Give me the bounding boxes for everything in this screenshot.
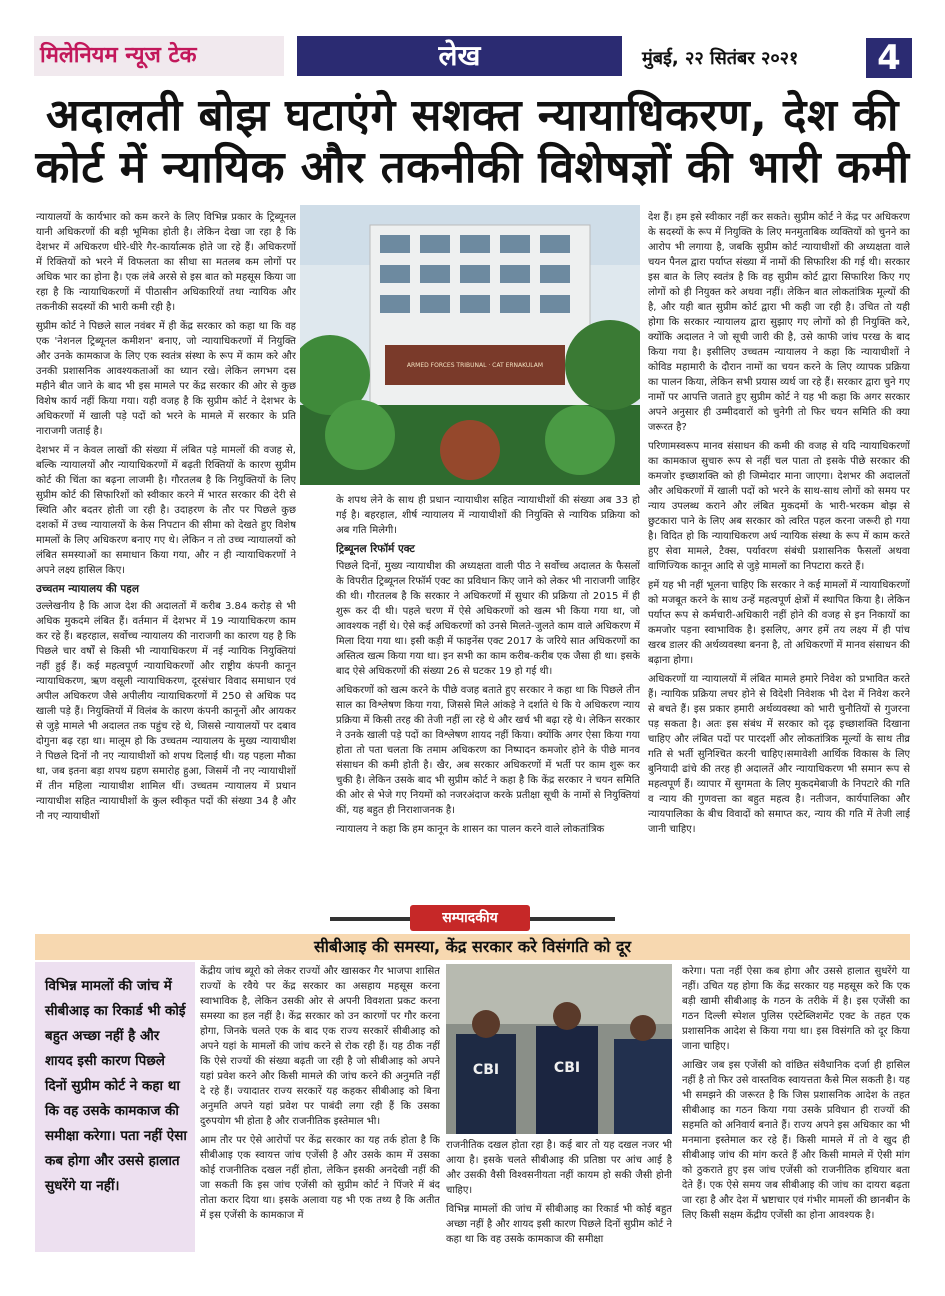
page-number: 4 (866, 38, 912, 78)
article-paragraph: पिछले दिनों, मुख्य न्यायाधीश की अध्यक्षता वाली पीठ ने सर्वोच्च अदालत के फैसलों के विपरीत ट्रिब्यूनल रिफॉर्म एक्ट का प्रविधान किए जाने को लेकर भी नाराजगी जाहिर की थी। गौरतलब है कि सरकार ने अधिकरणों में सुधार की प्रक्रिया तो 2015 में ही शुरू कर दी थी। पहले चरण में ऐसे अधिकरणों को खत्म भी किया गया था, जो आवश्यक नहीं थे। ऐसे कई अधिकरणों को उनसे मिलते-जुलते काम वाले अधिकरण में मिला दिया गया था। इसी कड़ी में फाइनेंस एक्ट 2017 के जरिये सात अधिकरणों का अस्तित्व खत्म किया गया था। इन सभी का काम करीब-करीब एक जैसा ही था। इसके बाद ऐसे अधिकरणों की संख्या 26 से घटकर 19 हो गई थी। (336, 561, 640, 677)
article-paragraph: हमें यह भी नहीं भूलना चाहिए कि सरकार ने कई मामलों में न्यायाधिकरणों को मजबूत करने के साथ उन्हें महत्वपूर्ण क्षेत्रों में स्थापित किया है। लेकिन पर्याप्त रूप से कर्मचारी-अधिकारी नहीं होने की वजह से इन निकायों का कमजोर पड़ना स्वाभाविक है। इसलिए, अगर हमें तय लक्ष्य में ही पांच खरब डालर की अर्थव्यवस्था बनना है, तो अधिकरणों में मानव संसाधन की बढ़ाना होगा। (648, 580, 910, 666)
tribunal-building-illustration (300, 205, 640, 485)
article-paragraph: देशभर में न केवल लाखों की संख्या में लंबित पड़े मामलों की वजह से, बल्कि न्यायालयों और न्यायाधिकरणों में बढ़ती रिक्तियों के कारण सुप्रीम कोर्ट की चिंता का बढ़ना लाजमी है। गौरतलब है कि नियुक्तियों के लिए सुप्रीम कोर्ट की सिफारिशों को स्वीकार करने में भारत सरकार की देरी से स्थिति और बदतर होती जा रही है। उदाहरण के तौर पर पिछले कुछ दशकों में उच्च न्यायालयों के केस निपटान की सीमा को देखते हुए विशेष मामलों के लिए अधिकरण बनाए गए थे। लेकिन न तो उच्च न्यायालयों को लंबित समस्याओं का समाधान किया गया, और न ही न्यायाधिकरणों ने अपने लक्ष्य हासिल किए। (36, 445, 296, 576)
issue-date: मुंबई, २२ सितंबर २०२१ (642, 48, 799, 69)
paper-name: मिलेनियम न्यूज टेक (34, 36, 284, 76)
article-column-1 (36, 210, 296, 900)
editorial-tag: सम्पादकीय (410, 905, 530, 931)
article-column-2 (336, 493, 640, 900)
article-paragraph: न्यायालयों के कार्यभार को कम करने के लिए विभिन्न प्रकार के ट्रिब्यूनल यानी अधिकरणों की बड़ी भूमिका होती है। लेकिन देखा जा रहा है कि देशभर में अधिकरण धीरे-धीरे गैर-कार्यात्मक होते जा रहे हैं। अधिकरणों में रिक्तियों को भरने में विफलता का सीधा सा मतलब कम लोगों पर अधिक भार का होना है। एक लंबे अरसे से इस बात को महसूस किया जा रहा है कि न्यायाधिकरणों में पीठासीन अधिकारियों तथा न्यायिक और तकनीकी सदस्यों की भारी कमी रही है। (36, 212, 296, 313)
article-paragraph: देश हैं। हम इसे स्वीकार नहीं कर सकते। सुप्रीम कोर्ट ने केंद्र पर अधिकरण के सदस्यों के रूप में नियुक्ति के लिए मनमुताबिक व्यक्तियों को चुनने का आरोप भी लगाया है, जबकि सुप्रीम कोर्ट न्यायाधीशों की अध्यक्षता वाले चयन पैनल द्वारा पर्याप्त संख्या में नामों की सिफारिश की गई थी। सरकार इस बात के लिए स्वतंत्र है कि वह सुप्रीम कोर्ट द्वारा सिफारिश किए गए लोगों को ही नियुक्त करे अथवा नहीं। लेकिन बात लोकतांत्रिक मूल्यों की है, और यही बात सुप्रीम कोर्ट द्वारा भी कही जा रही है। उचित तो यही होगा कि सरकार न्यायालय द्वारा सुझाए गए लोगों को ही नियुक्ति करे, क्योंकि अदालत ने जो सूची जारी की है, उसे काफी जांच परख के बाद किया गया है। इसीलिए उच्चतम न्यायालय ने कहा कि न्यायाधीशों ने कोविड महामारी के दौरान नामों का चयन करने के लिए व्यापक प्रक्रिया का पालन किया, लेकिन सभी प्रयास व्यर्थ जा रहे हैं। सरकार द्वारा चुने गए नामों पर आपत्ति जताते हुए सुप्रीम कोर्ट ने यह भी कहा कि अगर सरकार अपने अनुसार ही उम्मीदवारों को चुनेगी तो फिर चयन समिति की क्या जरूरत है? (648, 212, 910, 433)
article-column-3 (648, 210, 910, 900)
article-paragraph: न्यायालय ने कहा कि हम कानून के शासन का पालन करने वाले लोकतांत्रिक (336, 824, 605, 835)
tribunal-sign: ARMED FORCES TRIBUNAL · CAT ERNAKULAM (406, 362, 544, 369)
tribunal-building-photo (300, 205, 640, 485)
editorial-paragraph: आखिर जब इस एजेंसी को वांछित संवैधानिक दर्जा ही हासिल नहीं है तो फिर उसे वास्तविक स्वायत्तता कैसे मिल सकती है। यह भी समझने की जरूरत है कि जिस प्रशासनिक आदेश के तहत सीबीआइ का गठन किया गया उसके प्रविधान ही राज्यों की सहमति को अनिवार्य बनाते हैं। राज्य अपने इस अधिकार का भी मनमाना इस्तेमाल कर रहे हैं। किसी मामले में तो वे खुद ही सीबीआइ जांच की मांग करते हैं और किसी मामले में ऐसी मांग को ठुकराते हुए इस जांच एजेंसी को राजनीतिक हथियार बता देते हैं। एक ऐसे समय जब सीबीआइ की जांच का दायरा बढ़ता जा रहा है और देश में भ्रष्टाचार एवं गंभीर मामलों की छानबीन के लिए किसी सक्षम केंद्रीय एजेंसी का होना आवश्यक है। (682, 1060, 910, 1221)
editorial-paragraph: आम तौर पर ऐसे आरोपों पर केंद्र सरकार का यह तर्क होता है कि सीबीआइ एक स्वायत्त जांच एजेंसी है और उसके काम में उसका कोई राजनीतिक दखल नहीं होता, लेकिन इसकी अनदेखी नहीं की जा सकती कि इस जांच एजेंसी को सुप्रीम कोर्ट ने पिंजरे में बंद तोता करार दिया था। इसके अलावा यह भी एक तथ्य है कि अतीत में इस एजेंसी के कामकाज में (200, 1135, 440, 1221)
editorial-title: सीबीआइ की समस्या, केंद्र सरकार करे विसंगति को दूर (35, 934, 910, 960)
article-paragraph: सुप्रीम कोर्ट ने पिछले साल नवंबर में ही केंद्र सरकार को कहा था कि वह एक 'नेशनल ट्रिब्यूनल कमीशन' बनाए, जो न्यायाधिकरणों में नियुक्ति और उनके कामकाज के लिए एक स्वतंत्र संस्था के रूप में काम करे और उनकी प्रशासनिक आवश्यकताओं का ध्यान रखे। लेकिन लगभग दस महीने बीत जाने के बाद भी इस मामले पर केंद्र सरकार की ओर से कुछ विशेष कार्य नहीं किया गया। यही वजह है कि सुप्रीम कोर्ट ने देशभर के अधिकरणों में खाली पड़े पदों को भरने के मामले में सरकार के प्रति नाराजगी जताई है। (36, 321, 296, 437)
editorial-column-a (200, 964, 440, 1254)
editorial-paragraph: करेगा। पता नहीं ऐसा कब होगा और उससे हालात सुधरेंगे या नहीं। उचित यह होगा कि केंद्र सरकार यह महसूस करे कि एक बड़ी खामी सीबीआइ के गठन के तरीके में है। इस एजेंसी का गठन दिल्ली स्पेशल पुलिस एस्टेब्लिशमेंट एक्ट के तहत एक प्रशासनिक आदेश से किया गया था। इस विसंगति को दूर किया जाना चाहिए। (682, 966, 910, 1052)
cbi-label: CBI (553, 1060, 581, 1076)
cbi-officers-illustration (446, 964, 672, 1134)
cbi-label: CBI (472, 1062, 500, 1078)
article-subhead: ट्रिब्यूनल रिफॉर्म एक्ट (336, 543, 415, 555)
editorial-paragraph: विभिन्न मामलों की जांच में सीबीआइ का रिकार्ड भी कोई बहुत अच्छा नहीं है और शायद इसी कारण पिछले दिनों सुप्रीम कोर्ट ने कहा था कि वह उसके कामकाज की समीक्षा (446, 1204, 672, 1245)
editorial-paragraph: राजनीतिक दखल होता रहा है। कई बार तो यह दखल नजर भी आया है। इसके चलते सीबीआइ की प्रतिष्ठा पर आंच आई है और उसकी वैसी विश्वसनीयता नहीं कायम हो सकी जैसी होनी चाहिए। (446, 1140, 672, 1196)
article-paragraph: परिणामस्वरूप मानव संसाधन की कमी की वजह से यदि न्यायाधिकरणों का कामकाज सुचारु रूप से नहीं चल पाता तो इसके पीछे सरकार की कमजोर इच्छाशक्ति को ही जिम्मेदार माना जाएगा। देशभर की अदालतों और अधिकरणों में खाली पदों को भरने के साथ-साथ लोगों को समय पर न्याय उपलब्ध कराने और लंबित मुकदमों के भारी-भरकम बोझ से छुटकारा पाने के लिए अब सरकार को त्वरित पहल करना जरूरी हो गया है। विदित हो कि न्यायाधिकरण अर्ध न्यायिक संस्था के रूप में काम करते हुए सेवा मामले, टैक्स, पर्यावरण संबंधी प्रशासनिक फैसलों अथवा वाणिज्यिक कानून आदि से जुड़े मामलों का निपटारा करते हैं। (648, 441, 910, 572)
article-paragraph: अधिकरणों या न्यायालयों में लंबित मामले हमारे निवेश को प्रभावित करते हैं। न्यायिक प्रक्रिया लचर होने से विदेशी निवेशक भी देश में निवेश करने से बचते हैं। इस प्रकार हमारी अर्थव्यवस्था को भारी चुनौतियों से गुजरना पड़ सकता है। अतः इस संबंध में सरकार को दृढ़ इच्छाशक्ति दिखाना चाहिए और लंबित पदों पर पारदर्शी और लोकतांत्रिक मूल्यों के साथ तीव्र गति से भर्ती सुनिश्चित करनी चाहिए।समावेशी आर्थिक विकास के लिए बुनियादी ढांचे की तरह ही अदालतें और न्यायाधिकरण भी समान रूप से महत्वपूर्ण हैं। व्यापार में सुगमता के लिए मुकदमेबाजी के निपटारे की गति व न्याय की गुणवत्ता का बहुत महत्व है। नतीजन, कार्यपालिका और न्यायपालिका के बीच विवादों को समाप्त कर, न्याय की गति में तेजी लाई जानी चाहिए। (648, 674, 910, 835)
editorial-paragraph: केंद्रीय जांच ब्यूरो को लेकर राज्यों और खासकर गैर भाजपा शासित राज्यों के रवैये पर केंद्र सरकार का असहाय महसूस करना स्वाभाविक है, लेकिन उसकी ओर से अपनी विवशता प्रकट करना समस्या का हल नहीं है। केंद्र सरकार को उन कारणों पर गौर करना होगा, जिनके चलते एक के बाद एक राज्य सरकारें सीबीआइ को अपने यहां के मामलों की जांच करने से रोक रही हैं। यह ठीक नहीं कि ऐसे राज्यों की संख्या बढ़ती जा रही है जो सीबीआइ को अपने यहां प्रवेश करने और किसी मामले की जांच करने की अनुमति नहीं दे रहे हैं। ज्यादातर राज्य सरकारें यह कहकर सीबीआइ को बिना अनुमति अपने यहां प्रवेश पर पाबंदी लगा रही हैं कि उसका दुरुपयोग भी होता है और राजनीतिक इस्तेमाल भी। (200, 966, 440, 1127)
headline: अदालती बोझ घटाएंगे सशक्त न्यायाधिकरण, देश की कोर्ट में न्यायिक और तकनीकी विशेषज्ञों की भारी कमी (35, 90, 910, 193)
pullquote: विभिन्न मामलों की जांच में सीबीआइ का रिकार्ड भी कोई बहुत अच्छा नहीं है और शायद इसी कारण पिछले दिनों सुप्रीम कोर्ट ने कहा था कि वह उसके कामकाज की समीक्षा करेगा। पता नहीं ऐसा कब होगा और उससे हालात सुधरेंगे या नहीं। (35, 962, 195, 1252)
article-paragraph: उल्लेखनीय है कि आज देश की अदालतों में करीब 3.84 करोड़ से भी अधिक मुकदमे लंबित हैं। वर्तमान में देशभर में 19 न्यायाधिकरण काम कर रहे हैं। बहरहाल, सर्वोच्च न्यायालय की नाराजगी का कारण यह है कि पिछले चार वर्षों से किसी भी न्यायाधिकरण में नई न्यायिक नियुक्तियां नहीं हुई हैं। कई महत्वपूर्ण न्यायाधिकरणों और राष्ट्रीय कंपनी कानून न्यायाधिकरण, ऋण वसूली न्यायाधिकरण, दूरसंचार विवाद समाधान एवं अपील अधिकरण जैसे अपीलीय न्यायाधिकरणों में 250 से अधिक पद खाली पड़े हैं। नियुक्तियों में विलंब के कारण कंपनी कानूनों और आयकर से जुड़े मामले भी अदालत तक पहुंच रहे थे, जिससे न्यायालयों पर दबाव दोगुना बढ़ रहा था। मालूम हो कि उच्चतम न्यायालय के मुख्य न्यायाधीश ने पिछले दिनों नौ नए न्यायाधीशों को शपथ दिलाई थी। यह पहला मौका था, जब इतना बड़ा शपथ ग्रहण समारोह हुआ, जिसमें नौ नए न्यायाधीशों में तीन महिला न्यायाधीश शामिल थीं। उच्चतम न्यायालय में प्रधान न्यायाधीश सहित न्यायाधीशों के कुल स्वीकृत पदों की संख्या 34 है और नौ नए न्यायाधीशों (36, 601, 296, 822)
article-paragraph: अधिकरणों को खत्म करने के पीछे वजह बताते हुए सरकार ने कहा था कि पिछले तीन साल का विश्लेषण किया गया, जिससे मिले आंकड़े ने दर्शाते थे कि ये अधिकरण न्याय प्रक्रिया में किसी तरह की तेजी नहीं ला रहे थे और खर्च भी बढ़ा रहे थे। लेकिन सरकार ने उनके खाली पड़े पदों का विश्लेषण शायद नहीं किया। क्योंकि अगर ऐसा किया गया होता तो पता चलता कि तमाम अधिकरण का निष्पादन कमजोर होने के पीछे मानव संसाधन की कमी होती है। खैर, अब सरकार अधिकरणों में भर्ती पर काम शुरू कर चुकी है। लेकिन उसके बाद भी सुप्रीम कोर्ट ने कहा है कि केंद्र सरकार ने चयन समिति की ओर से भेजे गए नियमों को नजरअंदाज करके प्रतीक्षा सूची के नामों से नियुक्तियां कीं, यह बहुत ही निराशाजनक है। (336, 685, 640, 816)
article-paragraph: के शपथ लेने के साथ ही प्रधान न्यायाधीश सहित न्यायाधीशों की संख्या अब 33 हो गई है। बहरहाल, शीर्ष न्यायालय में न्यायाधीशों की नियुक्ति से न्यायिक प्रक्रिया को अब गति मिलेगी। (336, 495, 640, 536)
section-label: लेख (297, 36, 622, 76)
article-subhead: उच्चतम न्यायालय की पहल (36, 583, 139, 595)
editorial-column-b (446, 1138, 672, 1254)
editorial-column-c (682, 964, 910, 1254)
cbi-officers-photo (446, 964, 672, 1134)
